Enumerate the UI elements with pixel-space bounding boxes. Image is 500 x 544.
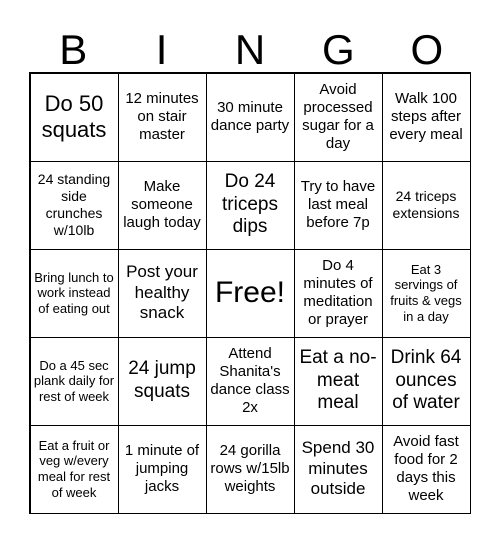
bingo-header xyxy=(29,28,471,72)
header-letter-i: I xyxy=(155,26,168,73)
bingo-cell[interactable]: Post your healthy snack xyxy=(118,249,207,338)
bingo-cell[interactable]: 24 standing side crunches w/10lb xyxy=(30,161,119,250)
bingo-cell[interactable]: 24 triceps extensions xyxy=(382,161,471,250)
bingo-cell[interactable]: Do 50 squats xyxy=(30,73,119,162)
bingo-cell[interactable]: Attend Shanita's dance class 2x xyxy=(206,337,295,426)
bingo-cell[interactable]: 30 minute dance party xyxy=(206,73,295,162)
bingo-cell[interactable]: 24 gorilla rows w/15lb weights xyxy=(206,425,295,514)
bingo-cell[interactable]: Make someone laugh today xyxy=(118,161,207,250)
bingo-cell[interactable]: Try to have last meal before 7p xyxy=(294,161,383,250)
bingo-cell[interactable]: Bring lunch to work instead of eating out xyxy=(30,249,119,338)
bingo-cell[interactable]: Eat a no-meat meal xyxy=(294,337,383,426)
bingo-cell[interactable]: Avoid processed sugar for a day xyxy=(294,73,383,162)
bingo-cell[interactable]: 12 minutes on stair master xyxy=(118,73,207,162)
bingo-cell[interactable]: Do a 45 sec plank daily for rest of week xyxy=(30,337,119,426)
bingo-cell[interactable]: Eat a fruit or veg w/every meal for rest of week xyxy=(30,425,119,514)
bingo-cell[interactable]: Do 24 triceps dips xyxy=(206,161,295,250)
bingo-cell[interactable]: 1 minute of jumping jacks xyxy=(118,425,207,514)
bingo-cell[interactable]: Spend 30 minutes outside xyxy=(294,425,383,514)
header-letter-o: O xyxy=(410,26,444,73)
bingo-card xyxy=(29,72,471,514)
free-space[interactable]: Free! xyxy=(206,249,295,338)
bingo-cell[interactable]: Do 4 minutes of meditation or prayer xyxy=(294,249,383,338)
bingo-cell[interactable]: Eat 3 servings of fruits & vegs in a day xyxy=(382,249,471,338)
header-letter-b: B xyxy=(59,26,88,73)
header-letter-n: N xyxy=(234,26,266,73)
bingo-cell[interactable]: Avoid fast food for 2 days this week xyxy=(382,425,471,514)
bingo-cell[interactable]: Walk 100 steps after every meal xyxy=(382,73,471,162)
bingo-cell[interactable]: Drink 64 ounces of water xyxy=(382,337,471,426)
bingo-cell[interactable]: 24 jump squats xyxy=(118,337,207,426)
header-letter-g: G xyxy=(322,26,355,73)
